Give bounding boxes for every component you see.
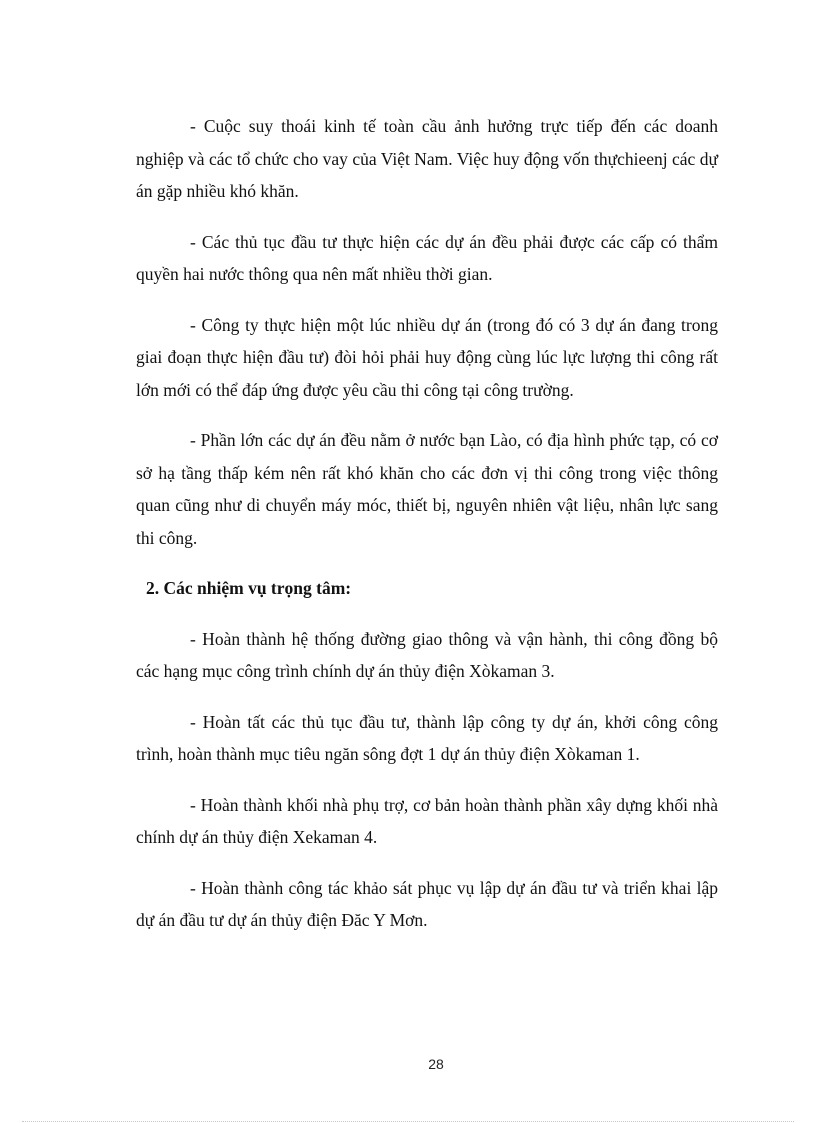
section-heading: 2. Các nhiệm vụ trọng tâm: xyxy=(146,578,352,598)
page-edge-divider xyxy=(22,1121,794,1122)
page-number: 28 xyxy=(428,1056,444,1072)
paragraph: - Công ty thực hiện một lúc nhiều dự án (trong đó có 3 dự án đang trong giai đoạn thực hiện đầu tư) đòi hỏi phải huy động cùng lúc lực lượng thi công rất lớn mới có thể đáp ứng được yêu cầu thi công tại công trường. xyxy=(136,314,718,400)
paragraph: - Hoàn thành hệ thống đường giao thông và vận hành, thi công đồng bộ các hạng mục công trình chính dự án thủy điện Xòkaman 3. xyxy=(136,628,718,681)
paragraph: - Phần lớn các dự án đều nằm ở nước bạn Lào, có địa hình phức tạp, có cơ sở hạ tầng thấp kém nên rất khó khăn cho các đơn vị thi công trong việc thông quan cũng như di chuyển máy móc, thiết bị, nguyên nhiên vật liệu, nhân lực sang thi công. xyxy=(136,430,718,548)
paragraph: - Các thủ tục đầu tư thực hiện các dự án đều phải được các cấp có thẩm quyền hai nước thông qua nên mất nhiều thời gian. xyxy=(136,231,718,284)
paragraph: - Hoàn tất các thủ tục đầu tư, thành lập công ty dự án, khởi công công trình, hoàn thành mục tiêu ngăn sông đợt 1 dự án thủy điện Xòkaman 1. xyxy=(136,711,718,764)
page-body xyxy=(136,110,718,955)
paragraph: - Hoàn thành công tác khảo sát phục vụ lập dự án đầu tư và triển khai lập dự án đầu tư dự án thủy điện Đăc Y Mơn. xyxy=(136,877,718,930)
paragraph: - Cuộc suy thoái kinh tế toàn cầu ảnh hưởng trực tiếp đến các doanh nghiệp và các tổ chức cho vay của Việt Nam. Việc huy động vốn thựchieenj các dự án gặp nhiều khó khăn. xyxy=(136,116,718,201)
paragraph: - Hoàn thành khối nhà phụ trợ, cơ bản hoàn thành phần xây dựng khối nhà chính dự án thủy điện Xekaman 4. xyxy=(136,794,718,847)
